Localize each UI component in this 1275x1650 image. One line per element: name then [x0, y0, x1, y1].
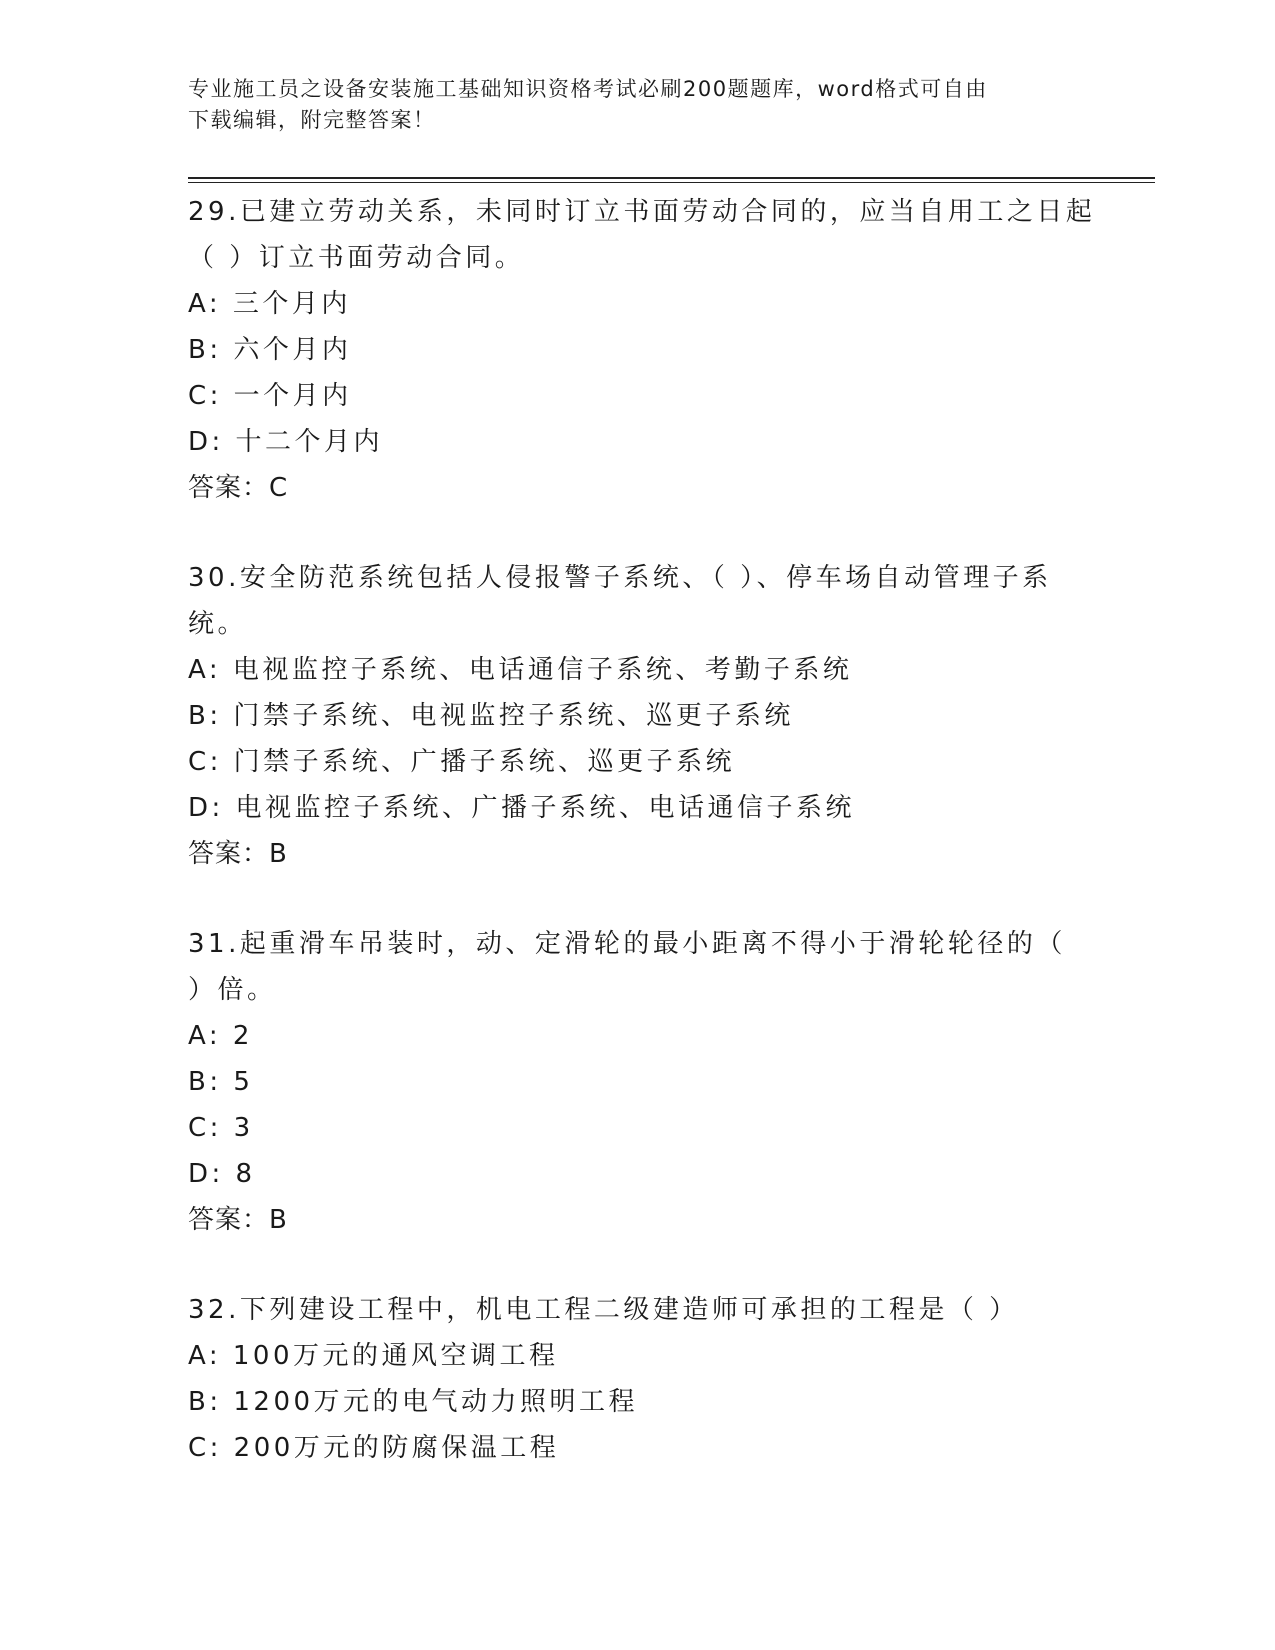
question-stem-continued: ）倍。 [188, 975, 277, 1005]
option-a: A: 100万元的通风空调工程 [188, 1341, 559, 1371]
option-a: A: 三个月内 [188, 289, 351, 319]
option-d: D: 电视监控子系统、广播子系统、电话通信子系统 [188, 793, 856, 823]
question-stem: 31.起重滑车吊装时，动、定滑轮的最小距离不得小于滑轮轮径的（ [188, 929, 1066, 959]
answer: 答案：B [188, 839, 288, 869]
question-stem: 32.下列建设工程中，机电工程二级建造师可承担的工程是（ ） [188, 1295, 1019, 1325]
option-b: B: 5 [188, 1067, 254, 1097]
question-31 [188, 921, 1108, 1243]
header-rule-thin [188, 182, 1155, 183]
question-32 [188, 1287, 1108, 1471]
option-b: B: 门禁子系统、电视监控子系统、巡更子系统 [188, 701, 794, 731]
option-c: C: 一个月内 [188, 381, 352, 411]
header-line-2: 下载编辑，附完整答案！ [188, 108, 436, 132]
option-c: C: 200万元的防腐保温工程 [188, 1433, 560, 1463]
option-a: A: 电视监控子系统、电话通信子系统、考勤子系统 [188, 655, 853, 685]
question-stem-continued: 统。 [188, 609, 248, 639]
document-header [188, 74, 1088, 136]
header-rule-thick [188, 177, 1155, 179]
answer: 答案：B [188, 1205, 288, 1235]
question-30 [188, 555, 1108, 877]
option-d: D: 十二个月内 [188, 427, 384, 457]
header-line-1: 专业施工员之设备安装施工基础知识资格考试必刷200题题库，word格式可自由 [188, 77, 988, 101]
option-a: A: 2 [188, 1021, 253, 1051]
question-29 [188, 189, 1108, 511]
option-b: B: 六个月内 [188, 335, 352, 365]
question-list [188, 189, 1108, 1515]
option-d: D: 8 [188, 1159, 256, 1189]
question-stem-continued: （ ）订立书面劳动合同。 [188, 243, 525, 273]
option-c: C: 门禁子系统、广播子系统、巡更子系统 [188, 747, 736, 777]
option-c: C: 3 [188, 1113, 254, 1143]
question-stem: 30.安全防范系统包括人侵报警子系统、（ ）、停车场自动管理子系 [188, 563, 1052, 593]
option-b: B: 1200万元的电气动力照明工程 [188, 1387, 639, 1417]
answer: 答案：C [188, 473, 289, 503]
question-stem: 29.已建立劳动关系，未同时订立书面劳动合同的，应当自用工之日起 [188, 197, 1096, 227]
